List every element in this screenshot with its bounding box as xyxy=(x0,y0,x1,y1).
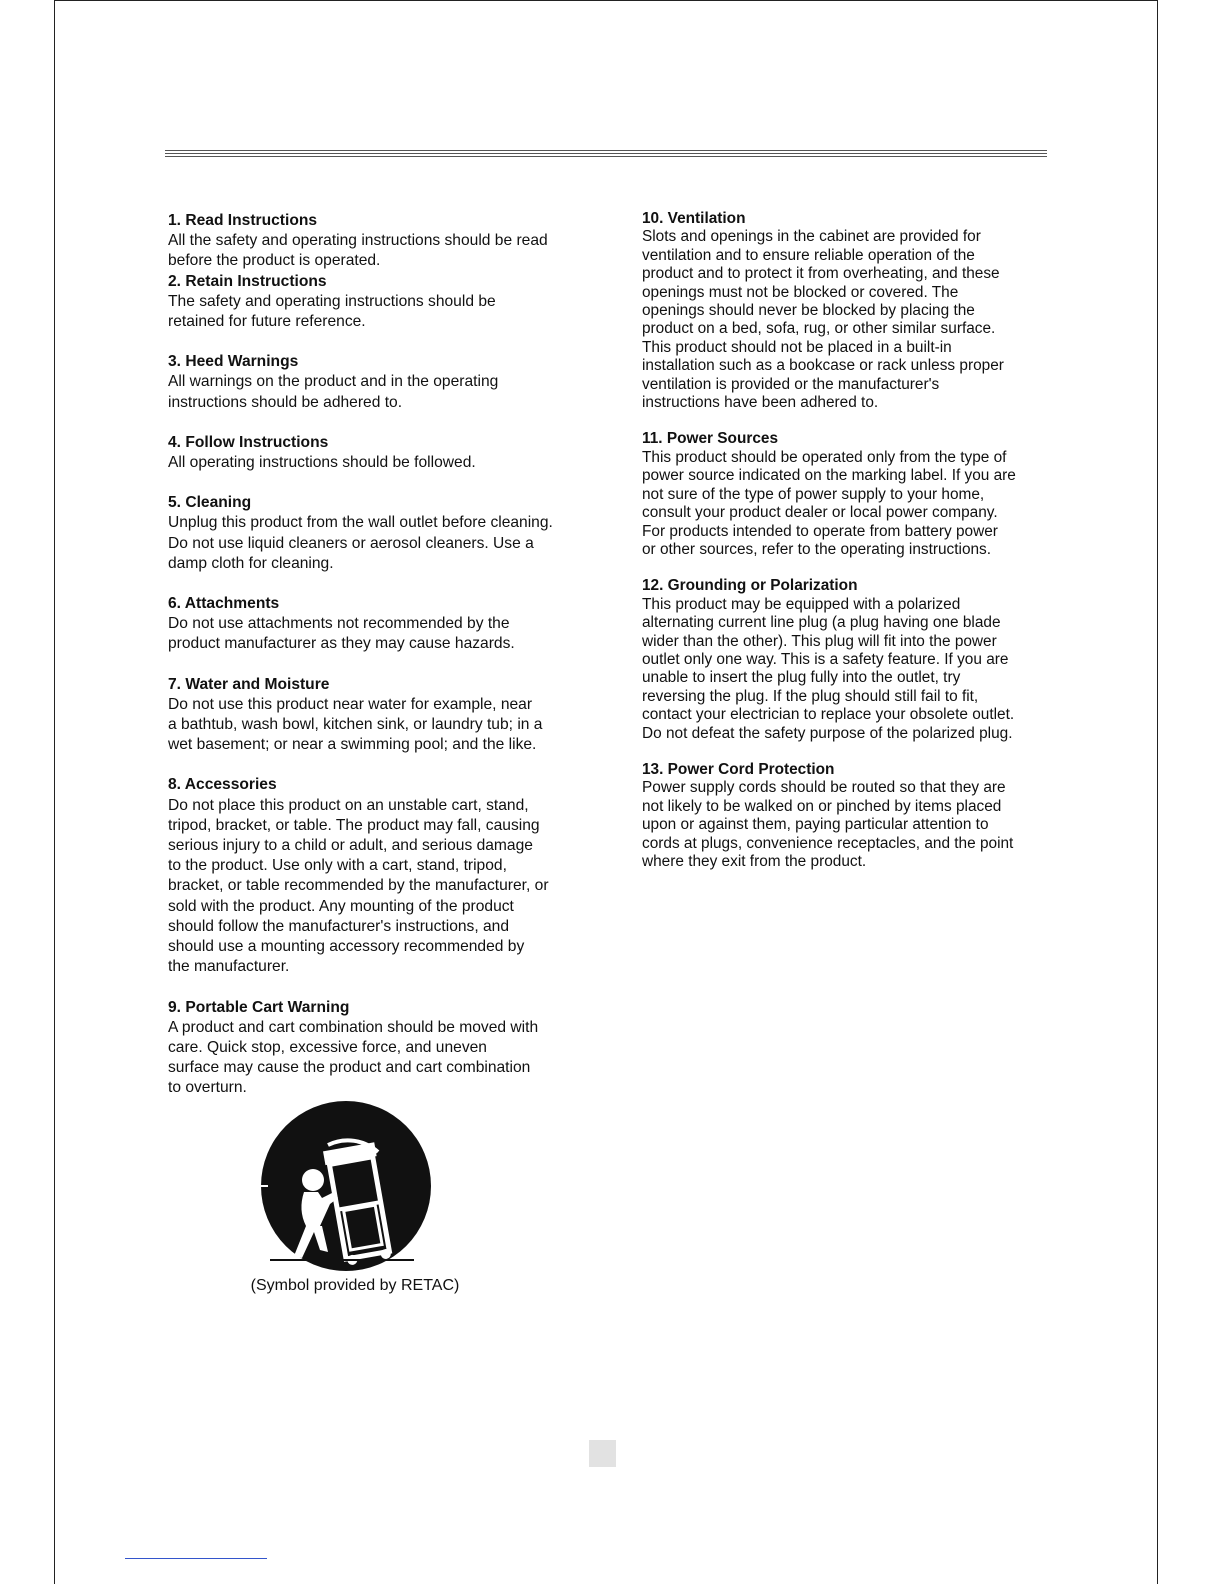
section-heading: 4. Follow Instructions xyxy=(168,433,329,451)
section-heading: 13. Power Cord Protection xyxy=(642,760,835,778)
header-rule xyxy=(165,150,1047,160)
section-body: Do not use this product near water for example, near a bathtub, wash bowl, kitchen sink, or laundry tub; in a wet basement; or near a swimming pool; and the like. xyxy=(168,695,543,754)
section-read-instructions xyxy=(168,211,588,272)
section-attachments xyxy=(168,594,588,655)
section-water-and-moisture xyxy=(168,675,588,756)
symbol-caption: (Symbol provided by RETAC) xyxy=(250,1277,460,1294)
section-accessories xyxy=(168,775,588,977)
page-number-box xyxy=(589,1440,616,1467)
section-power-sources xyxy=(642,430,1052,559)
section-heading: 10. Ventilation xyxy=(642,210,746,227)
left-column xyxy=(168,211,588,1099)
section-heading: 11. Power Sources xyxy=(642,430,779,448)
section-body: Unplug this product from the wall outlet before cleaning. Do not use liquid cleaners or aerosol cleaners. Use a damp cloth for cleaning. xyxy=(168,514,553,572)
section-body: All operating instructions should be followed. xyxy=(168,454,476,472)
section-heading: 6. Attachments xyxy=(168,595,280,613)
section-heading: 12. Grounding or Polarization xyxy=(642,577,858,595)
section-body: This product should be operated only from the type of power source indicated on the marking label. If you are not sure of the type of power supply to your home, consult your product dealer or local power company. For products intended to operate from battery power or other sources, refer to the operating instructions. xyxy=(642,448,1016,558)
section-body: A product and cart combination should be moved with care. Quick stop, excessive force, and uneven surface may cause the product and cart combination to overturn. xyxy=(168,1018,539,1097)
section-body: Slots and openings in the cabinet are provided for ventilation and to ensure reliable operation of the product and to protect it from overheating, and these openings must not be blocked or covered. The openings should never be blocked by placing the product on a bed, sofa, rug, or other similar surface. This product should not be placed in a built-in installation such as a bookcase or rack unless proper ventilation is provided or the manufacturer's instructions have been adhered to. xyxy=(642,228,1004,412)
section-ventilation xyxy=(642,210,1052,412)
section-cleaning xyxy=(168,493,588,574)
section-power-cord-protection xyxy=(642,761,1052,871)
section-body: Do not place this product on an unstable cart, stand, tripod, bracket, or table. The product may fall, causing serious injury to a child or adult, and serious damage to the product. Use only with a cart, stand, tripod, bracket, or table recommended by the manufacturer, or sold with the product. Any mounting of the product should follow the manufacturer's instructions, and should use a mounting accessory recommended by the manufacturer. xyxy=(168,796,549,976)
section-heading: 9. Portable Cart Warning xyxy=(168,998,350,1016)
cart-tip-over-warning-icon xyxy=(258,1100,434,1274)
section-body: Do not use attachments not recommended by the product manufacturer as they may cause hazards. xyxy=(168,615,515,653)
section-heed-warnings xyxy=(168,352,588,413)
section-heading: 5. Cleaning xyxy=(168,494,252,512)
section-retain-instructions xyxy=(168,272,588,333)
section-portable-cart-warning xyxy=(168,998,588,1099)
section-grounding-or-polarization xyxy=(642,577,1052,743)
section-heading: 7. Water and Moisture xyxy=(168,675,330,693)
section-heading: 8. Accessories xyxy=(168,776,277,794)
footnote-line xyxy=(125,1558,267,1559)
section-heading: 1. Read Instructions xyxy=(168,212,318,229)
section-body: All the safety and operating instructions should be read before the product is operated. xyxy=(168,232,548,270)
right-column xyxy=(642,210,1052,871)
section-body: This product may be equipped with a polarized alternating current line plug (a plug having one blade wider than the other). This plug will fit into the power outlet only one way. This is a safety feature. If you are unable to insert the plug fully into the outlet, try reversing the plug. If the plug should still fail to fit, contact your electrician to replace your obsolete outlet. Do not defeat the safety purpose of the polarized plug. xyxy=(642,595,1015,742)
section-heading: 3. Heed Warnings xyxy=(168,353,299,371)
section-follow-instructions xyxy=(168,433,588,473)
section-heading: 2. Retain Instructions xyxy=(168,272,327,290)
section-body: Power supply cords should be routed so that they are not likely to be walked on or pinched by items placed upon or against them, paying particular attention to cords at plugs, convenience receptacles, and the point where they exit from the product. xyxy=(642,779,1014,870)
section-body: All warnings on the product and in the operating instructions should be adhered to. xyxy=(168,373,499,411)
section-body: The safety and operating instructions should be retained for future reference. xyxy=(168,292,496,331)
